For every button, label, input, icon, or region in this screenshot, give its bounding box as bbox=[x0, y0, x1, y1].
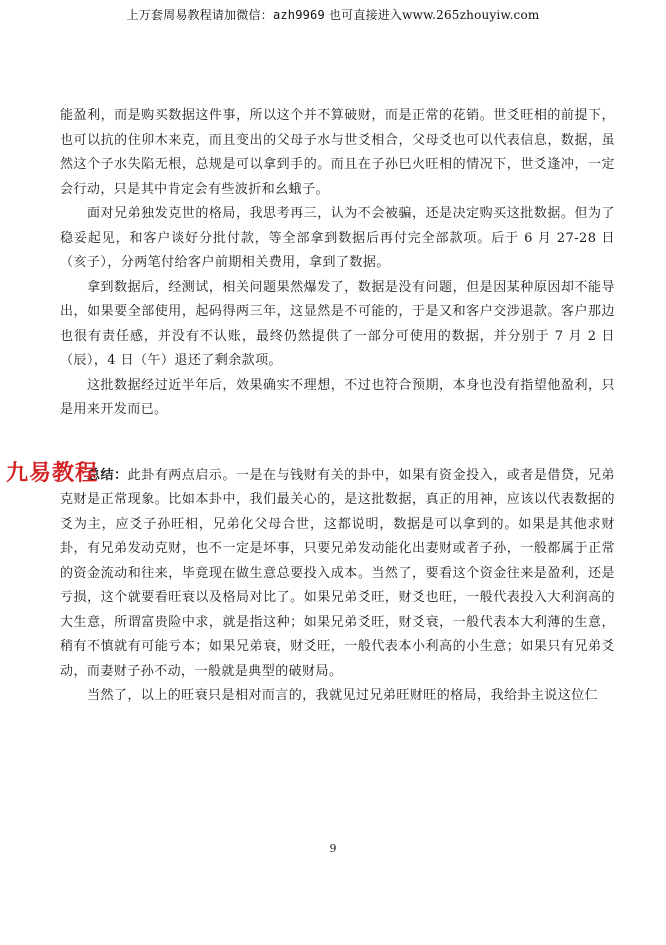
header-promo-text: 上万套周易教程请加微信： bbox=[126, 8, 273, 22]
summary-text: 此卦有两点启示。一是在与钱财有关的卦中，如果有资金投入，或者是借贷，兄弟克财是正常现象。比如本卦中，我们最关心的，是这批数据，真正的用神，应该以代表数据的爻为主，应爻子孙旺相，兄弟化父母合世，这都说明，数据是可以拿到的。如果是其他求财卦，有兄弟发动克财，也不一定是坏事，只要兄弟发动能化出妻财或者子孙，一般都属于正常的资金流动和往来，毕竟现在做生意总要投入成本。当然了，要看这个资金往来是盈利，还是亏损，这个就要看旺衰以及格局对比了。如果兄弟爻旺，财爻也旺，一般代表投入大利润高的大生意，所谓富贵险中求，就是指这种；如果兄弟爻旺，财爻衰，一般代表本大利薄的生意，稍有不慎就有可能亏本；如果兄弟衰，财爻旺，一般代表本小利高的小生意；如果只有兄弟爻动，而妻财子孙不动，一般就是典型的破财局。 bbox=[60, 467, 615, 679]
document-body bbox=[60, 104, 615, 709]
paragraph-3: 拿到数据后，经测试，相关问题果然爆发了，数据是没有问题，但是因某种原因却不能导出，如果要全部使用，起码得两三年，这显然是不可能的，于是又和客户交涉退款。客户那边也很有责任感，并没有不认账，最终仍然提供了一部分可使用的数据，并分别于 7 月 2 日（辰），4 日（午）退还了剩余款项。 bbox=[60, 279, 615, 368]
page-header bbox=[0, 6, 666, 23]
paragraph-2: 面对兄弟独发克世的格局，我思考再三，认为不会被骗，还是决定购买这批数据。但为了稳妥起见，和客户谈好分批付款，等全部拿到数据后再付完全部款项。后于 6 月 27-28 日（亥子），分两笔付给客户前期相关费用，拿到了数据。 bbox=[60, 206, 615, 270]
header-wechat-id: azh9969 bbox=[272, 8, 325, 22]
summary-label: 总结： bbox=[87, 467, 128, 483]
watermark-logo: 九易教程 bbox=[6, 461, 99, 486]
paragraph-1: 能盈利，而是购买数据这件事，所以这个并不算破财，而是正常的花销。世爻旺相的前提下，也可以抗的住卯木来克，而且变出的父母子水与世爻相合，父母爻也可以代表信息，数据，虽然这个子水失陷无根，总规是可以拿到手的。而且在子孙巳火旺相的情况下，世爻逢冲，一定会行动，只是其中肯定会有些波折和幺蛾子。 bbox=[60, 108, 615, 197]
paragraph-4: 这批数据经过近半年后，效果确实不理想，不过也符合预期，本身也没有指望他盈利，只是用来开发而已。 bbox=[60, 377, 615, 417]
paragraph-last: 当然了，以上的旺衰只是相对而言的，我就见过兄弟旺财旺的格局，我给卦主说这位仁 bbox=[87, 688, 599, 703]
page-number: 9 bbox=[329, 842, 337, 855]
summary-paragraph bbox=[60, 464, 615, 685]
header-site-text: 也可直接进入www.265zhouyiw.com bbox=[324, 8, 540, 22]
